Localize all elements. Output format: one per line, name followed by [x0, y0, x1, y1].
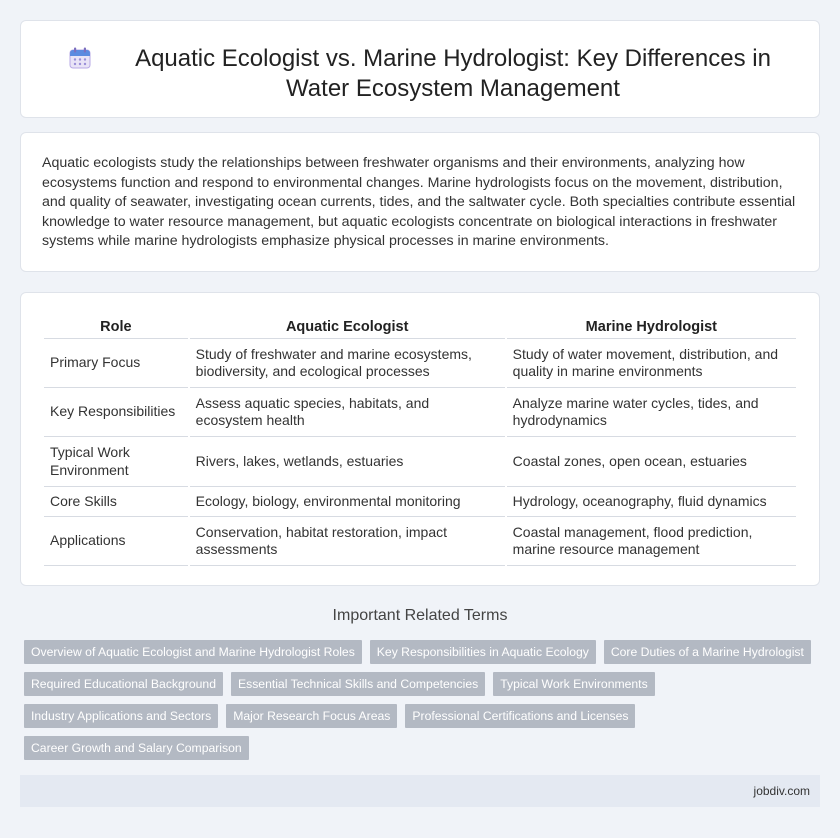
- aquatic-ecologist-cell: Rivers, lakes, wetlands, estuaries: [190, 437, 505, 487]
- footer: [20, 775, 820, 807]
- aquatic-ecologist-cell: Conservation, habitat restoration, impact assessments: [190, 517, 505, 566]
- related-term-chip[interactable]: Typical Work Environments: [493, 672, 654, 696]
- aquatic-ecologist-cell: Ecology, biology, environmental monitoring: [190, 487, 505, 517]
- intro-paragraph: Aquatic ecologists study the relationships between freshwater organisms and their environments, analyzing how ecosystems function and respond to environmental changes. Marine hydrologists focus on the movement, distribution, and quality of seawater, investigating ocean currents, tides, and the saltwater cycle. Both specialties contribute essential knowledge to water resource management, but aquatic ecologists concentrate on biological interactions in freshwater systems while marine hydrologists emphasize physical processes in marine environments.: [42, 155, 796, 249]
- marine-hydrologist-cell: Hydrology, oceanography, fluid dynamics: [507, 487, 796, 517]
- aquatic-ecologist-cell: Assess aquatic species, habitats, and ecosystem health: [190, 388, 505, 437]
- table-row: [44, 388, 796, 437]
- related-terms-list: [24, 640, 814, 768]
- related-term-chip[interactable]: Industry Applications and Sectors: [24, 704, 218, 728]
- aquatic-ecologist-cell: Study of freshwater and marine ecosystems, biodiversity, and ecological processes: [190, 339, 505, 388]
- row-label: Applications: [44, 517, 188, 566]
- row-label: Key Responsibilities: [44, 388, 188, 437]
- marine-hydrologist-cell: Coastal zones, open ocean, estuaries: [507, 437, 796, 487]
- comparison-table-card: [20, 292, 820, 586]
- column-header-marine-hydrologist: Marine Hydrologist: [507, 311, 796, 339]
- related-terms-heading: Important Related Terms: [332, 607, 508, 624]
- row-label: Typical Work Environment: [44, 437, 188, 487]
- related-term-chip[interactable]: Core Duties of a Marine Hydrologist: [604, 640, 811, 664]
- page-title: Aquatic Ecologist vs. Marine Hydrologist: Key Differences in Water Ecosystem Management: [135, 45, 771, 102]
- related-term-chip[interactable]: Major Research Focus Areas: [226, 704, 397, 728]
- column-header-role: Role: [44, 311, 188, 339]
- marine-hydrologist-cell: Coastal management, flood prediction, marine resource management: [507, 517, 796, 566]
- related-term-chip[interactable]: Professional Certifications and Licenses: [405, 704, 635, 728]
- related-term-chip[interactable]: Essential Technical Skills and Competencies: [231, 672, 485, 696]
- table-row: [44, 339, 796, 388]
- column-header-aquatic-ecologist: Aquatic Ecologist: [190, 311, 505, 339]
- title-card: [20, 20, 820, 118]
- comparison-table: [42, 311, 798, 566]
- marine-hydrologist-cell: Analyze marine water cycles, tides, and hydrodynamics: [507, 388, 796, 437]
- table-row: [44, 437, 796, 487]
- row-label: Core Skills: [44, 487, 188, 517]
- related-term-chip[interactable]: Career Growth and Salary Comparison: [24, 736, 249, 760]
- related-term-chip[interactable]: Overview of Aquatic Ecologist and Marine Hydrologist Roles: [24, 640, 362, 664]
- related-term-chip[interactable]: Required Educational Background: [24, 672, 223, 696]
- table-row: [44, 487, 796, 517]
- related-term-chip[interactable]: Key Responsibilities in Aquatic Ecology: [370, 640, 596, 664]
- marine-hydrologist-cell: Study of water movement, distribution, and quality in marine environments: [507, 339, 796, 388]
- calendar-icon: [68, 46, 92, 70]
- intro-card: [20, 132, 820, 272]
- table-header-row: [44, 311, 796, 339]
- table-row: [44, 517, 796, 566]
- row-label: Primary Focus: [44, 339, 188, 388]
- footer-site-link[interactable]: jobdiv.com: [753, 784, 810, 798]
